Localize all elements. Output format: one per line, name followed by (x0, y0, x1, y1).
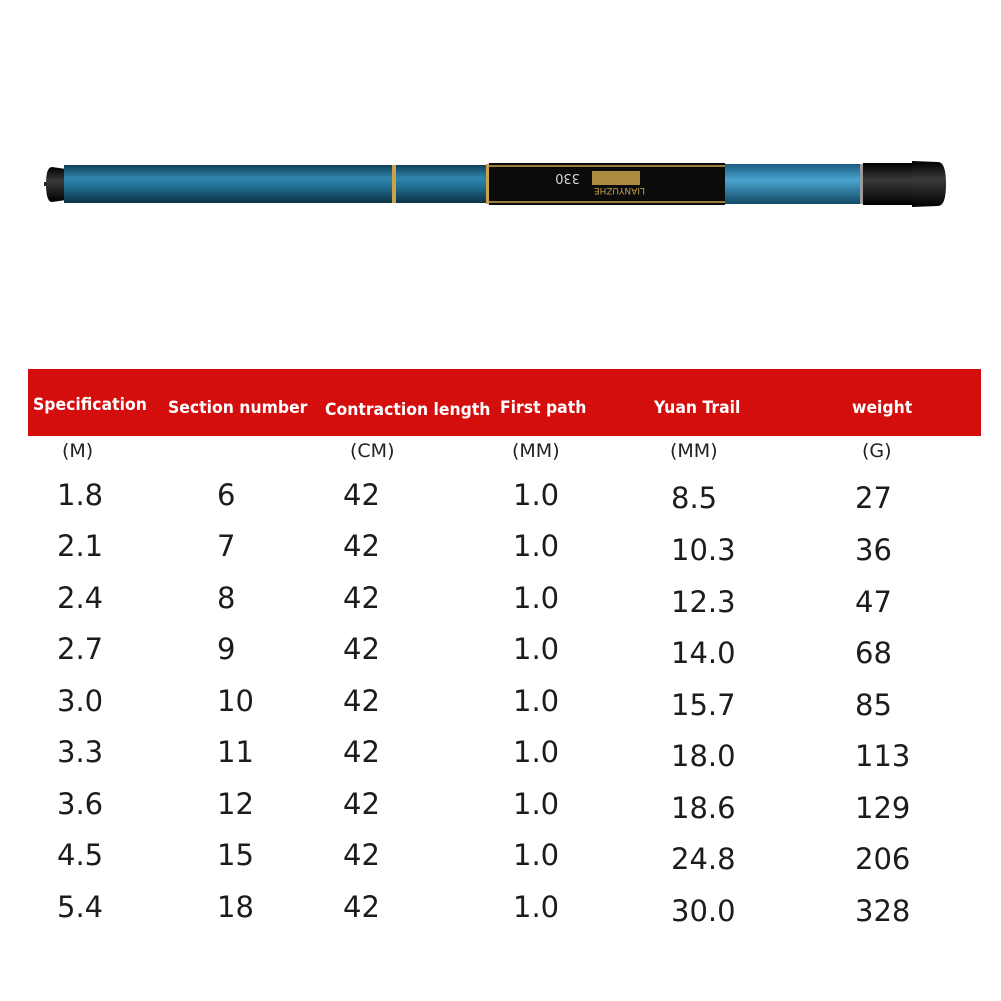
cell-section-number: 10 (217, 684, 254, 718)
cell-specification: 3.0 (57, 684, 104, 718)
rod-model-text: 330 (555, 170, 580, 185)
cell-first-path: 1.0 (513, 735, 560, 769)
cell-section-number: 12 (217, 787, 254, 821)
cell-specification: 1.8 (57, 478, 104, 512)
cell-weight: 206 (855, 842, 911, 876)
cell-yuan-trail: 18.6 (671, 791, 736, 825)
fishing-rod-image (40, 150, 950, 220)
cell-weight: 85 (855, 688, 892, 722)
cell-weight: 27 (855, 481, 892, 515)
cell-weight: 47 (855, 585, 892, 619)
cell-contraction-length: 42 (343, 838, 380, 872)
cell-weight: 129 (855, 791, 911, 825)
column-header-first-path: First path (500, 398, 587, 418)
column-header-yuan-trail: Yuan Trail (654, 398, 741, 418)
cell-section-number: 15 (217, 838, 254, 872)
cell-weight: 68 (855, 636, 892, 670)
column-header-section-number: Section number (168, 398, 308, 418)
cell-contraction-length: 42 (343, 684, 380, 718)
cell-section-number: 9 (217, 632, 236, 666)
cell-yuan-trail: 12.3 (671, 585, 736, 619)
cell-yuan-trail: 30.0 (671, 894, 736, 928)
rod-brand-text: LIANYUZHE (593, 185, 645, 195)
cell-first-path: 1.0 (513, 632, 560, 666)
cell-contraction-length: 42 (343, 787, 380, 821)
cell-first-path: 1.0 (513, 787, 560, 821)
cell-first-path: 1.0 (513, 529, 560, 563)
cell-specification: 2.7 (57, 632, 104, 666)
unit-contraction-length: (CM) (350, 440, 395, 462)
cell-specification: 4.5 (57, 838, 104, 872)
cell-contraction-length: 42 (343, 632, 380, 666)
cell-specification: 5.4 (57, 890, 104, 924)
cell-yuan-trail: 18.0 (671, 739, 736, 773)
unit-weight: (G) (862, 440, 892, 462)
cell-first-path: 1.0 (513, 890, 560, 924)
cell-section-number: 7 (217, 529, 236, 563)
unit-first-path: (MM) (512, 440, 560, 462)
cell-yuan-trail: 8.5 (671, 481, 718, 515)
cell-yuan-trail: 15.7 (671, 688, 736, 722)
cell-yuan-trail: 10.3 (671, 533, 736, 567)
cell-specification: 3.3 (57, 735, 104, 769)
cell-specification: 2.1 (57, 529, 104, 563)
column-header-contraction-length: Contraction length (325, 400, 491, 420)
cell-first-path: 1.0 (513, 838, 560, 872)
cell-section-number: 18 (217, 890, 254, 924)
cell-yuan-trail: 24.8 (671, 842, 736, 876)
cell-first-path: 1.0 (513, 684, 560, 718)
cell-first-path: 1.0 (513, 478, 560, 512)
cell-section-number: 8 (217, 581, 236, 615)
cell-weight: 113 (855, 739, 911, 773)
column-header-weight: weight (852, 398, 913, 418)
column-header-specification: Specification (33, 395, 147, 415)
unit-specification: (M) (62, 440, 94, 462)
cell-yuan-trail: 14.0 (671, 636, 736, 670)
cell-contraction-length: 42 (343, 890, 380, 924)
unit-yuan-trail: (MM) (670, 440, 718, 462)
cell-first-path: 1.0 (513, 581, 560, 615)
cell-section-number: 11 (217, 735, 254, 769)
cell-weight: 36 (855, 533, 892, 567)
cell-contraction-length: 42 (343, 478, 380, 512)
cell-contraction-length: 42 (343, 529, 380, 563)
cell-specification: 3.6 (57, 787, 104, 821)
cell-contraction-length: 42 (343, 581, 380, 615)
cell-weight: 328 (855, 894, 911, 928)
cell-contraction-length: 42 (343, 735, 380, 769)
cell-specification: 2.4 (57, 581, 104, 615)
cell-section-number: 6 (217, 478, 236, 512)
